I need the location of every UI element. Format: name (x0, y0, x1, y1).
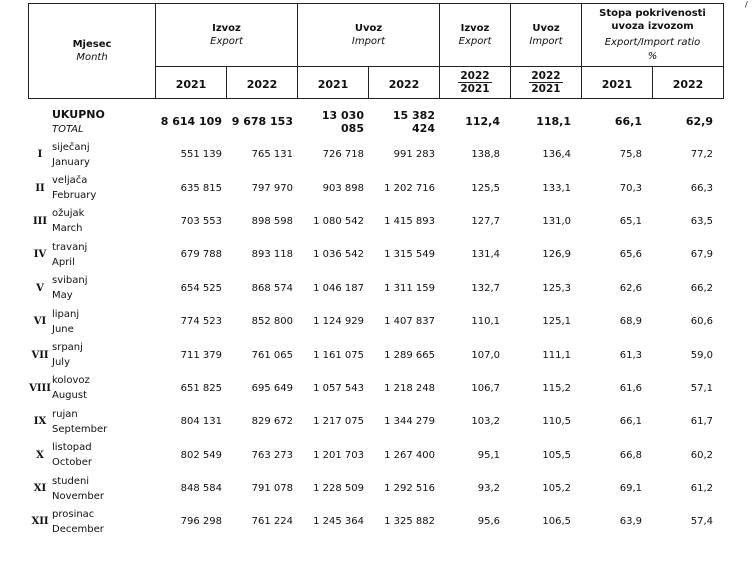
cell-export-2022: 765 131 (251, 149, 293, 161)
month-name (52, 205, 155, 238)
cell-import-2021: 1 245 364 (313, 516, 364, 528)
total-ratio-2022: 62,9 (685, 115, 713, 128)
total-label-hr: UKUPNO (52, 107, 105, 121)
cell-ratio-2021: 63,9 (619, 516, 642, 528)
month-row (28, 338, 723, 371)
cell-import-index: 131,0 (542, 215, 571, 227)
month-row (28, 505, 723, 538)
cell-ratio-2021: 61,6 (619, 382, 642, 394)
cell-export-index: 131,4 (471, 249, 500, 261)
cell-export-2022: 797 970 (251, 182, 293, 194)
cell-export-index: 103,2 (471, 416, 500, 428)
cell-ratio-2022: 57,1 (690, 382, 713, 394)
import-index-denominator: 2021 (531, 82, 561, 95)
import-index-numerator: 2022 (531, 69, 561, 82)
export-index-fraction (458, 70, 491, 95)
cell-import-2021: 1 201 703 (313, 449, 364, 461)
month-name (52, 472, 155, 505)
cell-import-2022: 1 292 516 (384, 483, 435, 495)
month-roman-numeral: VII (31, 349, 49, 361)
month-name-en: January (52, 156, 90, 168)
header-import-index-hr: Uvoz (532, 22, 560, 34)
header-export-index (440, 4, 511, 67)
cell-ratio-2022: 77,2 (690, 149, 713, 161)
month-name-hr: rujan (52, 408, 78, 420)
cell-ratio-2021: 66,8 (619, 449, 642, 461)
cell-import-index: 110,5 (542, 416, 571, 428)
month-row (28, 238, 723, 271)
month-name (52, 272, 155, 305)
cell-export-2022: 829 672 (251, 416, 293, 428)
cell-import-2021: 1 217 075 (313, 416, 364, 428)
month-name (52, 138, 155, 171)
cell-import-2022: 1 325 882 (384, 516, 435, 528)
month-roman-numeral: V (36, 282, 44, 294)
cell-export-index: 110,1 (471, 316, 500, 328)
month-roman-numeral: IX (33, 416, 47, 428)
export-index-numerator: 2022 (460, 69, 490, 82)
cell-import-index: 136,4 (542, 149, 571, 161)
cell-import-2021: 1 161 075 (313, 349, 364, 361)
cell-import-2021: 1 228 509 (313, 483, 364, 495)
month-name-hr: listopad (52, 442, 92, 454)
cell-ratio-2022: 63,5 (690, 215, 713, 227)
header-import-hr: Uvoz (354, 22, 383, 34)
header-export-hr: Izvoz (212, 22, 241, 34)
cell-ratio-2022: 61,7 (690, 416, 713, 428)
month-name-hr: siječanj (52, 141, 90, 153)
year-export-2022: 2022 (246, 78, 278, 91)
year-ratio-2021: 2021 (601, 78, 633, 91)
cell-export-2022: 761 065 (251, 349, 293, 361)
total-import-index: 118,1 (536, 115, 571, 128)
cell-export-index: 127,7 (471, 215, 500, 227)
cell-export-2021: 802 549 (180, 449, 222, 461)
month-name (52, 439, 155, 472)
cell-export-2022: 791 078 (251, 483, 293, 495)
cell-import-index: 105,2 (542, 483, 571, 495)
cell-import-2021: 1 080 542 (313, 215, 364, 227)
cell-import-2022: 1 218 248 (384, 382, 435, 394)
month-row (28, 439, 723, 472)
month-row (28, 372, 723, 405)
header-import-en: Import (351, 35, 386, 47)
cell-export-2022: 763 273 (251, 449, 293, 461)
month-name-en: April (52, 256, 75, 268)
month-row (28, 171, 723, 204)
cell-import-2021: 903 898 (322, 182, 364, 194)
month-roman-numeral: XII (31, 516, 49, 528)
month-name-en: December (52, 523, 104, 535)
cell-import-2021: 726 718 (322, 149, 364, 161)
month-name (52, 505, 155, 538)
cell-import-2022: 1 415 893 (384, 215, 435, 227)
month-name-en: March (52, 223, 83, 235)
cell-export-index: 138,8 (471, 149, 500, 161)
cell-export-index: 132,7 (471, 282, 500, 294)
month-name-en: July (52, 357, 70, 369)
cell-import-2021: 1 046 187 (313, 282, 364, 294)
cell-export-2021: 654 525 (180, 282, 222, 294)
table-header (28, 3, 724, 99)
total-row (28, 105, 723, 138)
month-roman-numeral: I (37, 149, 43, 161)
year-import-2022: 2022 (388, 78, 420, 91)
month-name-hr: studeni (52, 475, 90, 487)
cell-ratio-2022: 66,3 (690, 182, 713, 194)
cell-import-2022: 1 289 665 (384, 349, 435, 361)
header-export-index-en: Export (458, 35, 492, 47)
month-name-hr: kolovoz (52, 375, 90, 387)
cell-import-2021: 1 036 542 (313, 249, 364, 261)
header-coverage (582, 4, 724, 67)
cell-export-index: 107,0 (471, 349, 500, 361)
month-name-en: November (52, 490, 105, 502)
cell-import-2022: 1 267 400 (384, 449, 435, 461)
month-row (28, 272, 723, 305)
cell-ratio-2022: 59,0 (690, 349, 713, 361)
cell-import-index: 115,2 (542, 382, 571, 394)
month-row (28, 405, 723, 438)
year-export-2021: 2021 (175, 78, 207, 91)
header-import-index (511, 4, 582, 67)
month-name-hr: travanj (52, 241, 88, 253)
cell-import-index: 105,5 (542, 449, 571, 461)
cell-import-index: 111,1 (542, 349, 571, 361)
cell-import-2021: 1 124 929 (313, 316, 364, 328)
cell-ratio-2021: 65,6 (619, 249, 642, 261)
month-name-en: September (52, 423, 108, 435)
header-month-hr: Mjesec (72, 38, 112, 50)
cell-ratio-2022: 57,4 (690, 516, 713, 528)
month-name (52, 305, 155, 338)
month-name-en: February (52, 190, 97, 202)
month-row (28, 472, 723, 505)
cell-export-2022: 898 598 (251, 215, 293, 227)
cell-export-2022: 893 118 (251, 249, 293, 261)
cell-export-2022: 695 649 (251, 382, 293, 394)
cell-import-index: 126,9 (542, 249, 571, 261)
cell-export-index: 93,2 (477, 483, 500, 495)
cell-export-2021: 796 298 (180, 516, 222, 528)
table-body (28, 105, 723, 539)
month-roman-numeral: X (36, 449, 44, 461)
month-name-en: August (52, 390, 87, 402)
month-name (52, 405, 155, 438)
cell-export-2021: 679 788 (180, 249, 222, 261)
header-export-en: Export (210, 35, 243, 47)
cell-import-2022: 1 311 159 (384, 282, 435, 294)
month-roman-numeral: III (32, 215, 48, 227)
month-name (52, 372, 155, 405)
cell-import-2022: 991 283 (393, 149, 435, 161)
cell-export-2021: 711 379 (180, 349, 222, 361)
cell-import-index: 106,5 (542, 516, 571, 528)
cell-ratio-2022: 66,2 (690, 282, 713, 294)
cell-ratio-2022: 67,9 (690, 249, 713, 261)
header-coverage-hr: Stopa pokrivenosti uvoza izvozom (599, 7, 706, 32)
cell-export-index: 125,5 (471, 182, 500, 194)
cell-import-2022: 1 407 837 (384, 316, 435, 328)
cell-export-index: 95,6 (477, 516, 500, 528)
header-coverage-unit: % (647, 50, 658, 62)
import-index-fraction (529, 70, 562, 95)
month-name-hr: veljača (52, 175, 88, 187)
cell-export-2021: 703 553 (180, 215, 222, 227)
cell-import-index: 125,3 (542, 282, 571, 294)
month-row (28, 205, 723, 238)
header-import-index-en: Import (529, 35, 563, 47)
cell-export-2022: 761 224 (251, 516, 293, 528)
cell-ratio-2021: 66,1 (619, 416, 642, 428)
total-export-2022: 9 678 153 (231, 115, 293, 128)
cell-ratio-2021: 69,1 (619, 483, 642, 495)
cell-import-index: 125,1 (542, 316, 571, 328)
total-export-2021: 8 614 109 (160, 115, 222, 128)
cell-ratio-2021: 68,9 (619, 316, 642, 328)
header-month-en: Month (76, 51, 108, 63)
month-name (52, 171, 155, 204)
month-name-hr: ožujak (52, 208, 85, 220)
cell-ratio-2021: 61,3 (619, 349, 642, 361)
cell-ratio-2021: 65,1 (619, 215, 642, 227)
cell-ratio-2022: 61,2 (690, 483, 713, 495)
year-import-2021: 2021 (317, 78, 349, 91)
export-index-denominator: 2021 (460, 82, 490, 95)
page-edge-mark: / (745, 0, 748, 9)
cell-ratio-2022: 60,6 (690, 316, 713, 328)
cell-ratio-2022: 60,2 (690, 449, 713, 461)
total-export-index: 112,4 (465, 115, 500, 128)
month-name-hr: lipanj (52, 308, 80, 320)
cell-ratio-2021: 75,8 (619, 149, 642, 161)
month-name-hr: srpanj (52, 342, 83, 354)
cell-ratio-2021: 70,3 (619, 182, 642, 194)
month-roman-numeral: IV (33, 249, 47, 261)
month-name-hr: prosinac (52, 508, 95, 520)
cell-export-2021: 848 584 (180, 483, 222, 495)
cell-ratio-2021: 62,6 (619, 282, 642, 294)
month-roman-numeral: VIII (29, 382, 51, 394)
header-coverage-en: Export/Import ratio (604, 36, 701, 48)
month-roman-numeral: VI (33, 316, 47, 328)
total-import-2021: 13 030 085 (321, 108, 364, 135)
month-name-hr: svibanj (52, 275, 88, 287)
cell-export-2021: 551 139 (180, 149, 222, 161)
year-ratio-2022: 2022 (672, 78, 704, 91)
total-label-en: TOTAL (52, 123, 84, 135)
month-roman-numeral: XI (33, 483, 47, 495)
header-export-index-hr: Izvoz (460, 22, 490, 34)
total-ratio-2021: 66,1 (614, 115, 642, 128)
cell-import-2022: 1 202 716 (384, 182, 435, 194)
cell-export-index: 95,1 (477, 449, 500, 461)
total-label (52, 105, 155, 138)
month-row (28, 305, 723, 338)
cell-import-index: 133,1 (542, 182, 571, 194)
cell-export-index: 106,7 (471, 382, 500, 394)
total-import-2022: 15 382 424 (392, 108, 435, 135)
cell-import-2022: 1 315 549 (384, 249, 435, 261)
month-roman-numeral: II (35, 182, 45, 194)
cell-export-2021: 774 523 (180, 316, 222, 328)
month-name (52, 338, 155, 371)
header-import (298, 4, 440, 67)
cell-import-2021: 1 057 543 (313, 382, 364, 394)
month-name-en: October (52, 457, 93, 469)
cell-export-2021: 635 815 (180, 182, 222, 194)
cell-export-2022: 852 800 (251, 316, 293, 328)
month-row (28, 138, 723, 171)
cell-import-2022: 1 344 279 (384, 416, 435, 428)
cell-export-2022: 868 574 (251, 282, 293, 294)
header-export (156, 4, 298, 67)
header-month (29, 4, 156, 99)
cell-export-2021: 804 131 (180, 416, 222, 428)
cell-export-2021: 651 825 (180, 382, 222, 394)
month-name-en: May (52, 290, 73, 302)
month-name-en: June (52, 323, 74, 335)
month-name (52, 238, 155, 271)
